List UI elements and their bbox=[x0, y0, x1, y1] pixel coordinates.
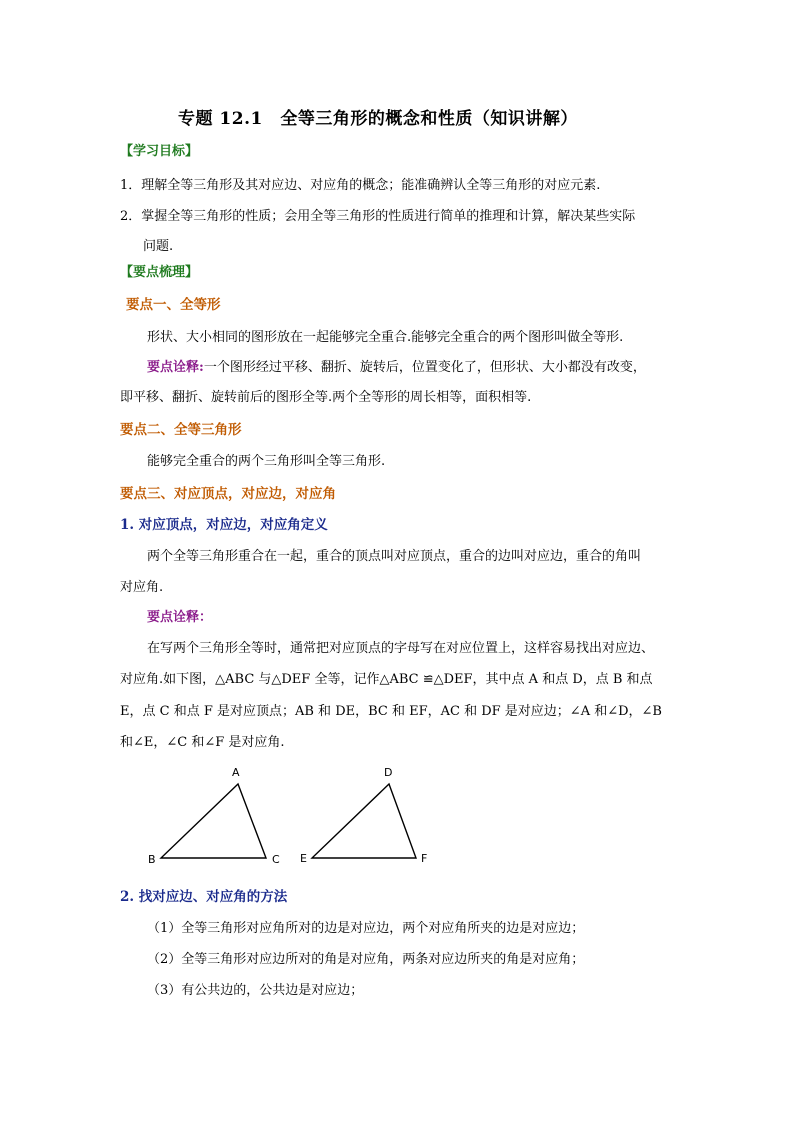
goal-1: 1．理解全等三角形及其对应边、对应角的概念；能准确辨认全等三角形的对应元素. bbox=[120, 178, 601, 193]
point2-text: 能够完全重合的两个三角形叫全等三角形. bbox=[147, 454, 386, 469]
goal-2: 2．掌握全等三角形的性质；会用全等三角形的性质进行简单的推理和计算，解决某些实际 bbox=[120, 209, 636, 224]
method-3: （3）有公共边的，公共边是对应边； bbox=[147, 983, 364, 998]
label-f: F bbox=[421, 852, 428, 865]
label-c: C bbox=[272, 853, 280, 866]
point3-note-label: 要点诠释： bbox=[147, 610, 213, 625]
point3-note-line4: 和∠E，∠C 和∠F 是对应角. bbox=[120, 735, 285, 750]
point3-def-line2: 对应角. bbox=[120, 580, 164, 595]
point3-sub1: 1. 对应顶点，对应边，对应角定义 bbox=[120, 517, 328, 533]
point1-note bbox=[147, 356, 646, 375]
label-e: E bbox=[300, 852, 307, 865]
method-1: （1）全等三角形对应角所对的边是对应边，两个对应角所夹的边是对应边； bbox=[147, 921, 585, 936]
label-a: A bbox=[232, 766, 240, 779]
method-2: （2）全等三角形对应边所对的角是对应角，两条对应边所夹的角是对应角； bbox=[147, 952, 585, 967]
point3-sub2: 2. 找对应边、对应角的方法 bbox=[120, 889, 288, 905]
point1-text: 形状、大小相同的图形放在一起能够完全重合.能够完全重合的两个图形叫做全等形. bbox=[147, 330, 624, 345]
triangles-figure bbox=[140, 760, 450, 870]
point3-def-line1: 两个全等三角形重合在一起，重合的顶点叫对应顶点，重合的边叫对应边，重合的角叫 bbox=[147, 549, 642, 564]
point1-heading: 要点一、全等形 bbox=[126, 297, 221, 313]
point3-note-line3: E，点 C 和点 F 是对应顶点；AB 和 DE，BC 和 EF，AC 和 DF 是对应边；∠A 和∠D，∠B bbox=[120, 704, 662, 719]
point1-note-line2: 即平移、翻折、旋转前后的图形全等.两个全等形的周长相等，面积相等. bbox=[120, 390, 532, 405]
label-b: B bbox=[148, 853, 156, 866]
point3-note-line2: 对应角.如下图，△ABC 与△DEF 全等，记作△ABC ≌△DEF，其中点 A 和点 D，点 B 和点 bbox=[120, 672, 653, 687]
page-title: 专题 12.1 全等三角形的概念和性质（知识讲解） bbox=[178, 109, 578, 129]
triangle-abc bbox=[161, 784, 266, 858]
point1-note-label: 要点诠释: bbox=[147, 360, 204, 375]
point2-heading: 要点二、全等三角形 bbox=[120, 422, 242, 438]
point3-heading: 要点三、对应顶点，对应边，对应角 bbox=[120, 486, 336, 502]
goal-2-cont: 问题. bbox=[143, 239, 174, 254]
goals-header: 【学习目标】 bbox=[120, 144, 199, 159]
label-d: D bbox=[384, 766, 393, 779]
summary-header: 【要点梳理】 bbox=[120, 265, 199, 280]
point3-note-line1: 在写两个三角形全等时，通常把对应顶点的字母写在对应位置上，这样容易找出对应边、 bbox=[147, 641, 655, 656]
triangle-def bbox=[312, 784, 416, 858]
point1-note-line1: 一个图形经过平移、翻折、旋转后，位置变化了，但形状、大小都没有改变， bbox=[203, 360, 646, 375]
